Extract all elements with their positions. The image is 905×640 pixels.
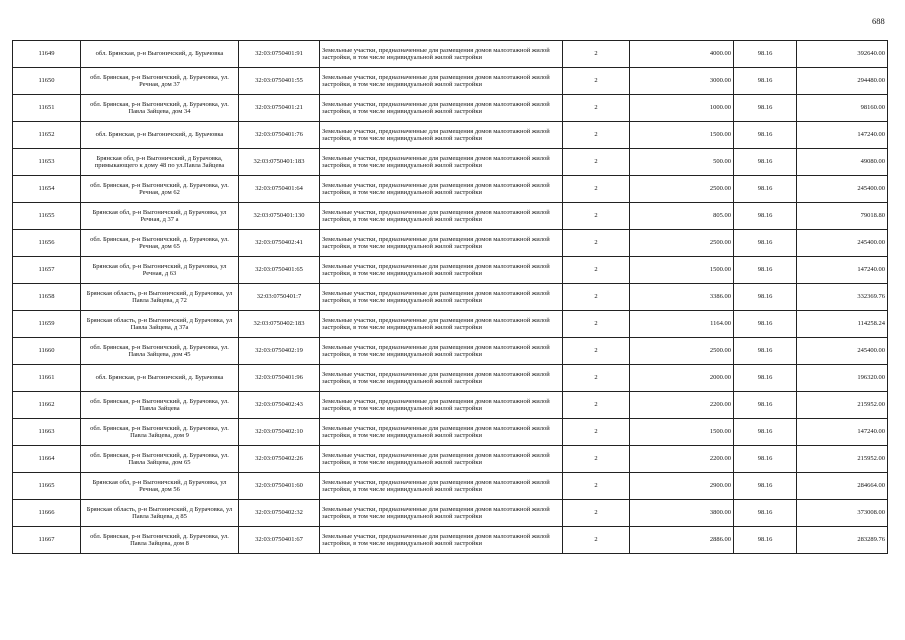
row-number: 11649 <box>13 41 81 68</box>
specific-value-cell: 98.16 <box>734 338 797 365</box>
specific-value-cell: 98.16 <box>734 68 797 95</box>
row-number: 11657 <box>13 257 81 284</box>
row-number: 11658 <box>13 284 81 311</box>
cadastral-value-cell: 373008.00 <box>797 500 888 527</box>
land-use-description-cell: Земельные участки, предназначенные для размещения домов малоэтажной жилой застройки, в том числе индивидуальной жилой застройки <box>320 500 563 527</box>
cadastral-number-cell: 32:03:0750401:64 <box>239 176 320 203</box>
cadastral-number-cell: 32:03:0750401:183 <box>239 149 320 176</box>
address-cell: обл. Брянская, р-н Выгоничский, д. Бурачовка, ул. Павла Зайцева <box>81 392 239 419</box>
category-code-cell: 2 <box>563 41 630 68</box>
area-cell: 4000.00 <box>630 41 734 68</box>
area-cell: 2500.00 <box>630 338 734 365</box>
category-code-cell: 2 <box>563 176 630 203</box>
cadastral-value-cell: 114258.24 <box>797 311 888 338</box>
specific-value-cell: 98.16 <box>734 446 797 473</box>
address-cell: обл. Брянская, р-н Выгоничский, д. Бурачовка, ул. Павла Зайцева, дом 8 <box>81 527 239 554</box>
table-row <box>13 473 888 500</box>
table-row <box>13 257 888 284</box>
cadastral-number-cell: 32:03:0750401:7 <box>239 284 320 311</box>
cadastral-number-cell: 32:03:0750401:76 <box>239 122 320 149</box>
specific-value-cell: 98.16 <box>734 203 797 230</box>
area-cell: 2200.00 <box>630 446 734 473</box>
area-cell: 500.00 <box>630 149 734 176</box>
row-number: 11667 <box>13 527 81 554</box>
cadastral-value-cell: 284664.00 <box>797 473 888 500</box>
table-row <box>13 419 888 446</box>
specific-value-cell: 98.16 <box>734 311 797 338</box>
cadastral-value-cell: 283289.76 <box>797 527 888 554</box>
table-row <box>13 203 888 230</box>
land-use-description-cell: Земельные участки, предназначенные для размещения домов малоэтажной жилой застройки, в том числе индивидуальной жилой застройки <box>320 176 563 203</box>
row-number: 11655 <box>13 203 81 230</box>
address-cell: обл. Брянская, р-н Выгоничский, д. Бурачовка <box>81 122 239 149</box>
address-cell: обл. Брянская, р-н Выгоничский, д. Бурачовка <box>81 41 239 68</box>
area-cell: 1000.00 <box>630 95 734 122</box>
land-use-description-cell: Земельные участки, предназначенные для размещения домов малоэтажной жилой застройки, в том числе индивидуальной жилой застройки <box>320 149 563 176</box>
specific-value-cell: 98.16 <box>734 95 797 122</box>
area-cell: 3386.00 <box>630 284 734 311</box>
cadastral-number-cell: 32:03:0750402:26 <box>239 446 320 473</box>
table-row <box>13 176 888 203</box>
table-body <box>13 41 888 554</box>
row-number: 11650 <box>13 68 81 95</box>
cadastral-value-cell: 196320.00 <box>797 365 888 392</box>
cadastral-number-cell: 32:03:0750402:10 <box>239 419 320 446</box>
address-cell: обл. Брянская, р-н Выгоничский, д. Бурачовка, ул. Павла Зайцева, дом 45 <box>81 338 239 365</box>
category-code-cell: 2 <box>563 338 630 365</box>
specific-value-cell: 98.16 <box>734 392 797 419</box>
specific-value-cell: 98.16 <box>734 230 797 257</box>
category-code-cell: 2 <box>563 500 630 527</box>
land-use-description-cell: Земельные участки, предназначенные для размещения домов малоэтажной жилой застройки, в том числе индивидуальной жилой застройки <box>320 95 563 122</box>
specific-value-cell: 98.16 <box>734 419 797 446</box>
cadastral-value-cell: 245400.00 <box>797 176 888 203</box>
address-cell: Брянская обл, р-н Выгоничский, д Бурачовка, примыкающего к дому 48 по ул.Павла Зайцева <box>81 149 239 176</box>
category-code-cell: 2 <box>563 230 630 257</box>
land-use-description-cell: Земельные участки, предназначенные для размещения домов малоэтажной жилой застройки, в том числе индивидуальной жилой застройки <box>320 122 563 149</box>
area-cell: 2200.00 <box>630 392 734 419</box>
cadastral-number-cell: 32:03:0750401:65 <box>239 257 320 284</box>
land-use-description-cell: Земельные участки, предназначенные для размещения домов малоэтажной жилой застройки, в том числе индивидуальной жилой застройки <box>320 257 563 284</box>
category-code-cell: 2 <box>563 203 630 230</box>
table-row <box>13 500 888 527</box>
cadastral-number-cell: 32:03:0750402:183 <box>239 311 320 338</box>
address-cell: обл. Брянская, р-н Выгоничский, д. Бурачовка, ул. Речная, дом 62 <box>81 176 239 203</box>
category-code-cell: 2 <box>563 392 630 419</box>
area-cell: 3000.00 <box>630 68 734 95</box>
table-row <box>13 338 888 365</box>
specific-value-cell: 98.16 <box>734 122 797 149</box>
land-use-description-cell: Земельные участки, предназначенные для размещения домов малоэтажной жилой застройки, в том числе индивидуальной жилой застройки <box>320 419 563 446</box>
table-row <box>13 446 888 473</box>
specific-value-cell: 98.16 <box>734 284 797 311</box>
specific-value-cell: 98.16 <box>734 41 797 68</box>
address-cell: обл. Брянская, р-н Выгоничский, д. Бурачовка, ул. Павла Зайцева, дом 65 <box>81 446 239 473</box>
specific-value-cell: 98.16 <box>734 365 797 392</box>
table-row <box>13 95 888 122</box>
category-code-cell: 2 <box>563 284 630 311</box>
address-cell: обл. Брянская, р-н Выгоничский, д. Бурачовка <box>81 365 239 392</box>
land-use-description-cell: Земельные участки, предназначенные для размещения домов малоэтажной жилой застройки, в том числе индивидуальной жилой застройки <box>320 68 563 95</box>
row-number: 11653 <box>13 149 81 176</box>
category-code-cell: 2 <box>563 365 630 392</box>
row-number: 11661 <box>13 365 81 392</box>
area-cell: 2500.00 <box>630 230 734 257</box>
cadastral-number-cell: 32:03:0750401:21 <box>239 95 320 122</box>
address-cell: Брянская область, р-н Выгоничский, д Бурачовка, ул Павла Зайцева, д 72 <box>81 284 239 311</box>
category-code-cell: 2 <box>563 446 630 473</box>
table-row <box>13 311 888 338</box>
cadastral-number-cell: 32:03:0750401:91 <box>239 41 320 68</box>
cadastral-value-cell: 392640.00 <box>797 41 888 68</box>
specific-value-cell: 98.16 <box>734 149 797 176</box>
table-row <box>13 122 888 149</box>
cadastral-value-cell: 147240.00 <box>797 122 888 149</box>
table-row <box>13 68 888 95</box>
table-row <box>13 527 888 554</box>
cadastral-value-cell: 245400.00 <box>797 230 888 257</box>
row-number: 11654 <box>13 176 81 203</box>
address-cell: Брянская обл, р-н Выгоничский, д Бурачовка, ул Речная, д 63 <box>81 257 239 284</box>
cadastral-value-cell: 79018.80 <box>797 203 888 230</box>
cadastral-value-cell: 215952.00 <box>797 446 888 473</box>
cadastral-number-cell: 32:03:0750402:41 <box>239 230 320 257</box>
cadastral-value-cell: 215952.00 <box>797 392 888 419</box>
area-cell: 805.00 <box>630 203 734 230</box>
cadastral-value-cell: 49080.00 <box>797 149 888 176</box>
address-cell: Брянская обл, р-н Выгоничский, д Бурачовка, ул Речная, дом 56 <box>81 473 239 500</box>
cadastral-number-cell: 32:03:0750401:67 <box>239 527 320 554</box>
land-use-description-cell: Земельные участки, предназначенные для размещения домов малоэтажной жилой застройки, в том числе индивидуальной жилой застройки <box>320 446 563 473</box>
cadastral-number-cell: 32:03:0750401:60 <box>239 473 320 500</box>
land-use-description-cell: Земельные участки, предназначенные для размещения домов малоэтажной жилой застройки, в том числе индивидуальной жилой застройки <box>320 311 563 338</box>
row-number: 11664 <box>13 446 81 473</box>
land-registry-table <box>12 40 888 554</box>
land-use-description-cell: Земельные участки, предназначенные для размещения домов малоэтажной жилой застройки, в том числе индивидуальной жилой застройки <box>320 203 563 230</box>
land-use-description-cell: Земельные участки, предназначенные для размещения домов малоэтажной жилой застройки, в том числе индивидуальной жилой застройки <box>320 338 563 365</box>
address-cell: Брянская область, р-н Выгоничский, д Бурачовка, ул Павла Зайцева, д 85 <box>81 500 239 527</box>
cadastral-number-cell: 32:03:0750402:19 <box>239 338 320 365</box>
table-row <box>13 41 888 68</box>
specific-value-cell: 98.16 <box>734 176 797 203</box>
address-cell: Брянская область, р-н Выгоничский, д Бурачовка, ул Павла Зайцева, д 37а <box>81 311 239 338</box>
land-use-description-cell: Земельные участки, предназначенные для размещения домов малоэтажной жилой застройки, в том числе индивидуальной жилой застройки <box>320 473 563 500</box>
address-cell: обл. Брянская, р-н Выгоничский, д. Бурачовка, ул. Павла Зайцева, дом 9 <box>81 419 239 446</box>
address-cell: обл. Брянская, р-н Выгоничский, д. Бурачовка, ул. Речная, дом 65 <box>81 230 239 257</box>
area-cell: 3800.00 <box>630 500 734 527</box>
row-number: 11666 <box>13 500 81 527</box>
land-use-description-cell: Земельные участки, предназначенные для размещения домов малоэтажной жилой застройки, в том числе индивидуальной жилой застройки <box>320 230 563 257</box>
table-row <box>13 149 888 176</box>
cadastral-value-cell: 294480.00 <box>797 68 888 95</box>
category-code-cell: 2 <box>563 473 630 500</box>
land-use-description-cell: Земельные участки, предназначенные для размещения домов малоэтажной жилой застройки, в том числе индивидуальной жилой застройки <box>320 527 563 554</box>
cadastral-number-cell: 32:03:0750401:96 <box>239 365 320 392</box>
area-cell: 2000.00 <box>630 365 734 392</box>
row-number: 11665 <box>13 473 81 500</box>
cadastral-value-cell: 245400.00 <box>797 338 888 365</box>
cadastral-number-cell: 32:03:0750402:43 <box>239 392 320 419</box>
area-cell: 1500.00 <box>630 257 734 284</box>
cadastral-value-cell: 98160.00 <box>797 95 888 122</box>
area-cell: 2900.00 <box>630 473 734 500</box>
cadastral-value-cell: 147240.00 <box>797 419 888 446</box>
category-code-cell: 2 <box>563 68 630 95</box>
category-code-cell: 2 <box>563 95 630 122</box>
cadastral-value-cell: 147240.00 <box>797 257 888 284</box>
specific-value-cell: 98.16 <box>734 473 797 500</box>
area-cell: 1500.00 <box>630 419 734 446</box>
area-cell: 1500.00 <box>630 122 734 149</box>
area-cell: 2500.00 <box>630 176 734 203</box>
category-code-cell: 2 <box>563 149 630 176</box>
category-code-cell: 2 <box>563 419 630 446</box>
row-number: 11659 <box>13 311 81 338</box>
area-cell: 1164.00 <box>630 311 734 338</box>
category-code-cell: 2 <box>563 311 630 338</box>
row-number: 11656 <box>13 230 81 257</box>
land-use-description-cell: Земельные участки, предназначенные для размещения домов малоэтажной жилой застройки, в том числе индивидуальной жилой застройки <box>320 365 563 392</box>
specific-value-cell: 98.16 <box>734 500 797 527</box>
land-use-description-cell: Земельные участки, предназначенные для размещения домов малоэтажной жилой застройки, в том числе индивидуальной жилой застройки <box>320 41 563 68</box>
category-code-cell: 2 <box>563 122 630 149</box>
land-use-description-cell: Земельные участки, предназначенные для размещения домов малоэтажной жилой застройки, в том числе индивидуальной жилой застройки <box>320 284 563 311</box>
table-row <box>13 365 888 392</box>
table-row <box>13 284 888 311</box>
row-number: 11651 <box>13 95 81 122</box>
specific-value-cell: 98.16 <box>734 527 797 554</box>
row-number: 11663 <box>13 419 81 446</box>
category-code-cell: 2 <box>563 527 630 554</box>
category-code-cell: 2 <box>563 257 630 284</box>
cadastral-number-cell: 32:03:0750402:32 <box>239 500 320 527</box>
row-number: 11660 <box>13 338 81 365</box>
cadastral-value-cell: 332369.76 <box>797 284 888 311</box>
cadastral-number-cell: 32:03:0750401:55 <box>239 68 320 95</box>
cadastral-number-cell: 32:03:0750401:130 <box>239 203 320 230</box>
address-cell: Брянская обл, р-н Выгоничский, д Бурачовка, ул Речная, д 37 а <box>81 203 239 230</box>
row-number: 11652 <box>13 122 81 149</box>
address-cell: обл. Брянская, р-н Выгоничский, д. Бурачовка, ул. Павла Зайцева, дом 34 <box>81 95 239 122</box>
address-cell: обл. Брянская, р-н Выгоничский, д. Бурачовка, ул. Речная, дом 37 <box>81 68 239 95</box>
page-number: 688 <box>872 16 885 26</box>
area-cell: 2886.00 <box>630 527 734 554</box>
specific-value-cell: 98.16 <box>734 257 797 284</box>
table-row <box>13 392 888 419</box>
row-number: 11662 <box>13 392 81 419</box>
table-row <box>13 230 888 257</box>
land-use-description-cell: Земельные участки, предназначенные для размещения домов малоэтажной жилой застройки, в том числе индивидуальной жилой застройки <box>320 392 563 419</box>
